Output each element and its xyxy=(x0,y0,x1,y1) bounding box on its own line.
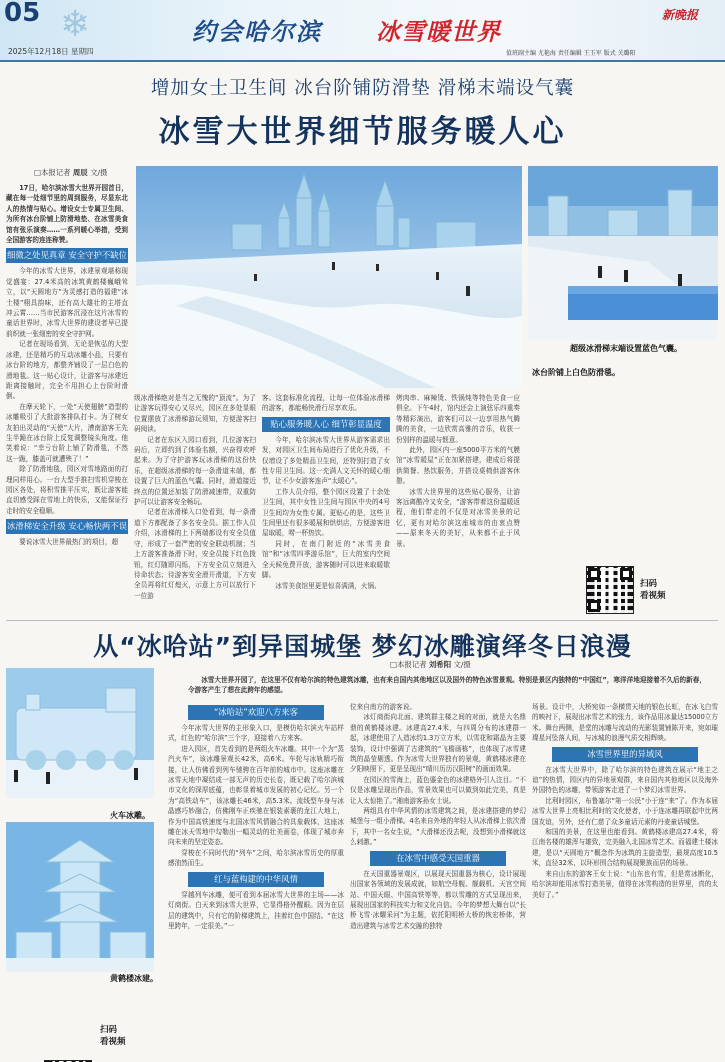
story1-byline: □本报记者 周辰 文/摄 xyxy=(34,168,108,177)
date-line: 2025年12月18日 星期四 xyxy=(8,47,94,56)
photo-slide-airbag xyxy=(528,166,718,340)
photo-ice-steps xyxy=(136,166,522,388)
photo-yellow-crane-tower xyxy=(6,822,154,972)
story2-qr-label: 扫码 看视频 xyxy=(100,1025,126,1047)
story1-column-2: 级冰滑梯绝对是当之无愧的“顶流”。为了让游客玩得安心又尽兴，园区在多处显眼位置摆放了冰滑梯游玩须知，方便游客扫码阅读。 记者在东区入园口看到，几位游客扫码后，立即约到了体验名额，兴奋得欢呼起来。为了守护游客玩冰滑梯的这份快乐，在超级冰滑梯的每一条滑道末端，都设置了巨大的蓝色气囊。同时，滑道接近终点的位置还加装了防滑减速带，双重防护可以让游客安全畅玩。 记者在冰滑梯入口处看到，每一条滑道下方都配备了多名安全员。据工作人员介绍，冰滑梯的上下两端都设有安全员值守，形成了一套严密的安全联动机制；当上方游客准备滑下时，安全员接下红色拨钮，红灯随即闪烁，下方安全员立刻进入待命状态；待游客安全滑开滑道，下方安全员再将红灯熄灭，示意上方可以放行下一位游 xyxy=(134,394,256,600)
story1-qr-label: 扫码 看视频 xyxy=(640,579,666,601)
story1-column-1: 17日，哈尔滨冰雪大世界开园首日，藏在每一处细节里的周到服务，尽显东北人的热情与贴心。增设女士专属卫生间、为所有冰台阶铺上防滑地垫、在冰雪美食馆有张乐演奏……一系列暖心举措，受到全国游客的连连称赞。 细微之处见真章 安全守护不缺位 今年的冰雪大世界，冰建景观堪称现觉盛宴：27.4米高的冰筑黄鹤楼巍峨耸立，以“天圆地方”为灵感打造的福建“冰土楼”栩具韵味，还有高大雄壮的主塔直冲云霄……当市民游客沉浸在这片冰雪的童话世界时，冰雪大世界的建设者早已提前织就一张细密的安全守护网。 记者在现场看到，无论是恢弘的大型冰建，还是精巧的互动冰雕小品，只要有冰台阶的地方，都整齐铺设了一层白色的滑地毯。这一贴心设计，让游客与冰建近距离接触时，完全不用担心上台阶时滑倒。 在摩天轮下，一处“天使翅膀”造型的冰雕吸引了大批游客排队打卡。为了树女友拍出灵动的“天使”大片，漕南游客王先生半跪在冰台阶上反复调整镜头角度。他笑着说：“幸亏台阶上铺了防滑毯，不然这一跪，膝盖可就遭殃了！” 除了防滑地毯，园区对雪地路面的打理同样用心。一台大型手推扫雪机穿梭在园区各处，将积雪推平压实，既让游客能直切感受踩在雪地上的快乐，又能保证行走时的安全稳顺。 冰滑梯安全升级 安心畅快两不误 要说冰雪大世界最热门的项目，超 xyxy=(6,184,128,547)
photo-caption-steps: 冰台阶铺上白色防滑毯。 xyxy=(532,368,620,377)
story1-column-5 xyxy=(526,393,718,561)
page-header xyxy=(0,0,725,60)
subheading-warmth: 贴心服务暖人心 细节彰显温度 xyxy=(262,417,390,432)
story2-column-2: “冰哈站”欢迎八方来客 今年冰雪大世界的主形象入口，是模仿哈尔滨火车站样式，红色的“哈尔滨”三个字，迎接着八方来客。 进入园区，首先看到的是两组火车冰雕。其中一个为“蒸汽火车”，该冰雕景观长42米，高6米。车轮与冰轨精巧衔接，让人仿佛看到列车驰骋在百年前的城市中。这座冰雕在冰雪天地中凝结成一部无声的历史长卷，既记载了哈尔滨城市文化的深厚底蕴，也彰显着城市发展的初心记忆。另一个为“高铁动车”，该冰雕长46米，高5.3米。流线型车身与冰晶感巧妙融合，仿佛刚车正疾驰在银装素裹的龙江大地上，作为中国高铁速度与北国冰雪风情融合的具象载体，这座冰雕在冰天雪地中勾勒出一幅灵动的壮美画卷，体现了城市奔向未来的坚定姿态。 穿梭在不同时代的“列车”之间，哈尔滨冰雪历史的厚重感油然而生。 红与蓝构建的中华风情 穿越列车冰雕，便可看到本届冰雪大世界的主场——冰灯商街。白天来到冰雪大世界，它显得格外醒眼。因为在层层的建筑中，只有它的阶梯建筑上，挂着红色中国结。“在这里跨年，一定很美。”一 xyxy=(168,707,344,930)
subheading-red-blue: 红与蓝构建的中华风情 xyxy=(188,872,324,887)
story-divider xyxy=(6,620,718,621)
story1-headline: 冰雪大世界细节服务暖人心 xyxy=(158,114,567,150)
snowflake-icon: ❄ xyxy=(60,4,91,45)
photo-train-sculpture xyxy=(6,668,154,798)
story1-qr-code[interactable] xyxy=(586,566,634,614)
story2-byline: □本报记者 刘希阳 文/摄 xyxy=(390,660,471,669)
header-divider xyxy=(0,60,725,62)
slogan-right: 冰雪暖世界 xyxy=(376,17,501,46)
caption-train: 火车冰雕。 xyxy=(110,811,150,820)
editor-credits: 值班副主编 尤艳海 责任编辑 王玉军 版式 关璐阳 xyxy=(506,50,636,57)
photo-caption-airbag: 超级冰滑梯末端设置蓝色气囊。 xyxy=(570,344,682,353)
slogan-left: 约会哈尔滨 xyxy=(192,17,322,46)
story1-lead: 17日，哈尔滨冰雪大世界开园首日，藏在每一处细节里的周到服务，尽显东北人的热情与贴心。增设女士专属卫生间、为所有冰台阶铺上防滑地垫、在冰雪美食馆有张乐演奏……一系列暖心举措，受到全国游客的连连称赞。 xyxy=(6,184,128,245)
subheading-national: 在冰雪中感受天国重器 xyxy=(370,851,506,866)
story2-lead: 冰雪大世界开园了，在这里不仅有哈尔滨的特色建筑冰雕，也有来自国内其他地区以及国外的特色冰雪景观。特别是景区内独特的“中国红”，寒洋洋地迎接着不久后的新春，令游客产生了想在此跨年的感望。 xyxy=(188,676,706,695)
subheading-exotic: 冰雪世界里的异域风 xyxy=(552,747,698,762)
byline-author: 周辰 xyxy=(72,168,88,177)
story1-column-3: 客。这套标准化流程，让每一位体验冰滑梯的游客，都能畅快滑行尽享欢乐。 贴心服务暖人心 细节彰显温度 今年，哈尔滨冰雪大世界从游客需求出发，对园区卫生间布局进行了优化升级，不仅增设了多处精品卫生间，还特别打造了女性专用卫生间。这一充满人文关怀的暖心细节，让不少女游客连声“太暖心”。 工作人员介绍，整个园区设置了十余处卫生间，其中女性卫生间与园区中央的4号卫生间均为女性专属。更贴心的是，这些卫生间里还有很多暖展和烘烘店，方便游客进屋取暖，唠一杯热饮。 同时，在南门附近的“冰雪美食馆”和“冰雪四季游乐馆”，巨大的室内空间全天候免费开放，游客随时可以进来取暖歇脚。 冰雪美食馆里更是惊喜满满，火锅、 xyxy=(262,394,390,590)
story2-headline: 从“冰哈站”到异国城堡 梦幻冰雕演绎冬日浪漫 xyxy=(93,632,632,661)
caption-crane-tower: 黄鹤楼冰建。 xyxy=(110,974,158,983)
story1-column-4: 烤肉串、麻辣烫、铁锅炖等特色美食一应俱全。下午4时，馆内还会上演弦乐四重奏等精彩演出，游客们可以一边享用热气腾腾的美食，一边欣赏高雅的音乐，收获一份别样的温暖与惬意。 此外，园区内一座5000平方米的气膜馆“冰雪暖屋”正在加紧搭建，建成后将提供简餐、热饮服务，并搭设桌椅供游客休憩。 冰雪大世界里的这些贴心服务，让游客远离酷冷又安全，“游客带着这份温暖返程，他们带走的不仅是对冰雪美景的记忆，更有对哈尔滨这座城市的由衷点赞——原来冬天的美好，从来都不止于风景。 xyxy=(396,394,520,548)
subheading-safety: 细微之处见真章 安全守护不缺位 xyxy=(6,248,128,263)
story1-kicker: 增加女士卫生间 冰台阶铺防滑垫 滑梯末端设气囊 xyxy=(150,78,575,99)
paper-logo: 新晚报 xyxy=(662,8,699,22)
page-number: 05 xyxy=(4,0,41,28)
story2-column-4: 场景。设计中，大桥宛如一条横贯天地的银色长虹，在冰飞白雪的映衬下，展现出冰雪艺术的张力，该作品用冰量达15000立方米。舞台两侧，是堂的冰雕与流动的光影装置铺陈开来，宛如璀璨星河坠落人间，与冰城的浪漫气质交相辉映。 冰雪世界里的异域风 在冰雪大世界中，除了哈尔滨的特色建筑在展示“地主之谊”的热情，园区内的异地景观群，来自国内其他地区以及海外外国特色的冰雕，带领游客走进了一个梦幻冰雪世界。 比利时园区，布鲁塞尔“第一公民”小于连“来”了。作为本届冰雪大世界上亮相比利时的文化使者，小于连冰雕再联起中比两国友谊，另外，还有仁慈了众多童话元素的丹麦童话城堡。 和国的美景，在这里也能看到。黄鹤楼冰建高27.4米，将江南名楼的雄浑与雄致，完美融入北国冰雪艺术。而福建土楼冰建，是以“天圆地方”概念作为冰筑的主旋造型，最规高度10.5米，直径32米，以环形围合结构展现聚族而居的场景。 来自山东的游客王女士说：“山东也有雪，但是赏冰断化，哈尔滨却能用冰雪打造美景，值得在冰雪构造的世界里，真的太美好了。” xyxy=(532,703,718,899)
subheading-station: “冰哈站”欢迎八方来客 xyxy=(188,705,324,720)
story2-column-3: 位来自南方的游客说。 冰灯商街向北面、建筑群主楼之间的对面，就是大名鼎鼎的黄鹤楼冰建。冰建高27.4米，与四周分布的冰建群一起，冰建使用了人造冰约1.3万立方米，以雪花和霜晶为主要装饰，设计中强调了古建筑的“飞檐画栋”，也体现了冰雪建筑的晶莹剔透。作为冰雪大世界独有的景观，黄鹤楼冰建在夕阳映照下，更是呈现出“晴川历历汉阳树”的画面效果。 在园区的雪海上，蓝色鎏金色的冰建格外引人注目。“不仅是冰雕呈现出作品，雪景效果也可以做到如此完美，真是让人太惊艳了。”湘南游客孙女士说。 两组具有中华风情的冰雪建筑之间，是冰建搭建的梦幻城堡与一组小滑梯。4名来自外地的年轻人从冰滑梯上依次滑下，其中一名女生说，“大滑梯还没去呢，没想到小滑梯就这么刺激。” 在冰雪中感受天国重器 在天国重器景观区，以展现天国重器为核心，设计展现出国家各领域的发展成就，如航空母舰、舰载机、天宫空间站、中国天眼、中国高铁等等，都以雪雕的方式呈现出来，展现出国家的科技实力和文化自信。今年的梦想大舞台以“长桥飞雪·冰耀采河”为主题，依托阳明桥大桥的恢宏桥体，营造出建筑与冰雪艺术交融的独特 xyxy=(350,703,526,930)
subheading-slide: 冰滑梯安全升级 安心畅快两不误 xyxy=(6,519,128,534)
